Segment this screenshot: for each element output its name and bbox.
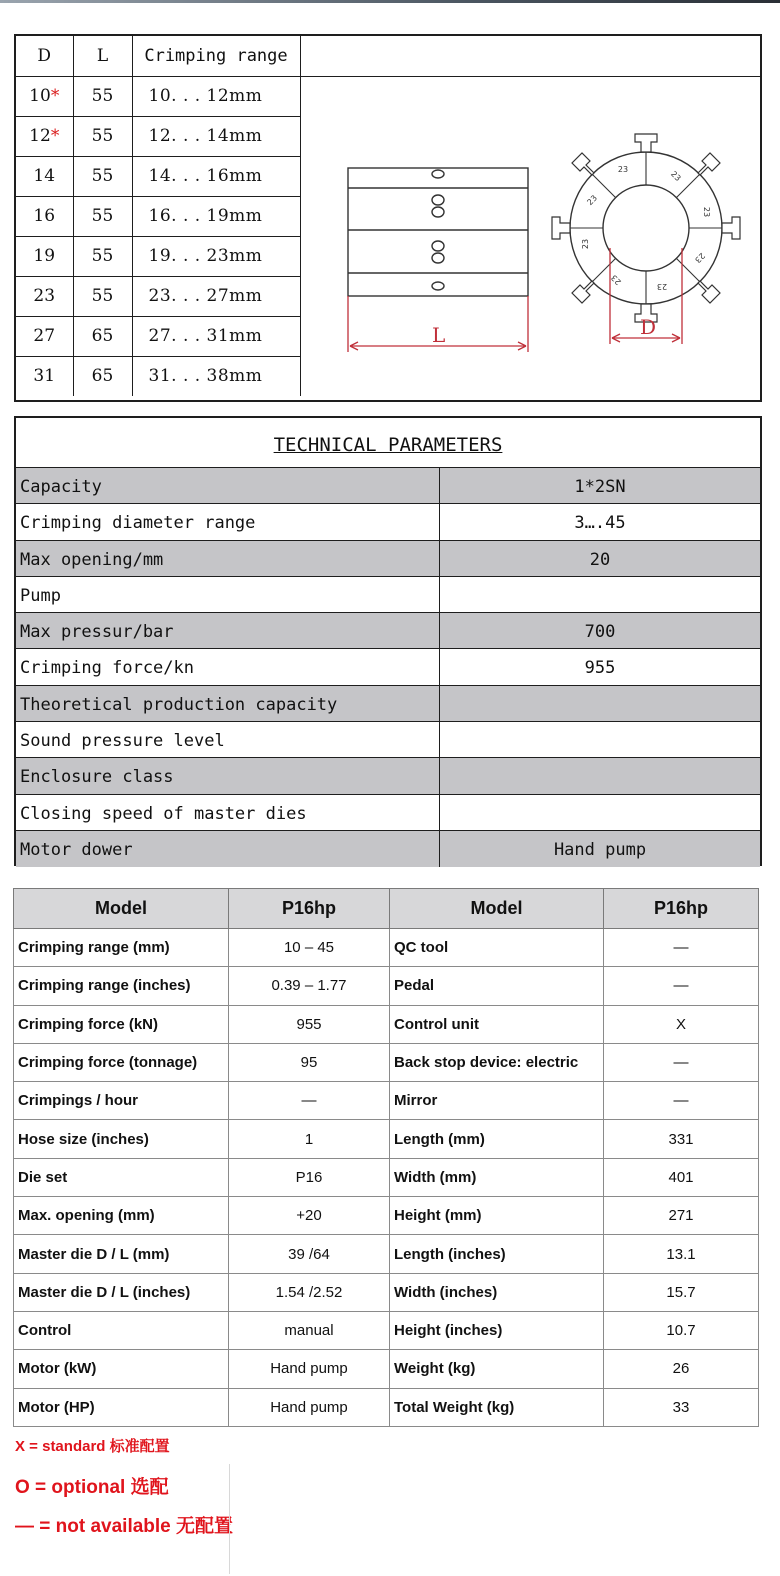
- spec-row: [14, 929, 759, 967]
- spec-label: Mirror: [390, 1082, 604, 1120]
- d-value: 31: [33, 366, 56, 387]
- spec-label: Crimping force (tonnage): [14, 1043, 229, 1081]
- spec-label: Back stop device: electric: [390, 1043, 604, 1081]
- cell-d: [16, 236, 73, 276]
- die-table-row: [16, 276, 300, 316]
- spec-value: 26: [604, 1350, 759, 1388]
- spec-value: 10.7: [604, 1311, 759, 1349]
- header-divider: [300, 76, 760, 77]
- die-table-row: [16, 356, 300, 396]
- parameter-value: [440, 795, 760, 830]
- die-table-row: [16, 116, 300, 156]
- parameter-value: [440, 722, 760, 757]
- spec-value: 1.54 /2.52: [229, 1273, 390, 1311]
- d-star: *: [50, 126, 60, 146]
- spec-label: Weight (kg): [390, 1350, 604, 1388]
- spec-value: 13.1: [604, 1235, 759, 1273]
- parameter-value: [440, 577, 760, 612]
- parameter-label: Enclosure class: [16, 758, 440, 793]
- segment-label: 23: [609, 272, 624, 287]
- spec-label: Width (inches): [390, 1273, 604, 1311]
- spec-value: P16: [229, 1158, 390, 1196]
- parameter-value: 955: [584, 658, 616, 679]
- parameter-row: [16, 577, 760, 613]
- spec-value: 33: [604, 1388, 759, 1426]
- spec-label: Motor (HP): [14, 1388, 229, 1426]
- spec-value: —: [604, 929, 759, 967]
- spec-value: —: [229, 1082, 390, 1120]
- cell-crimping-range: 31. . . 38mm: [132, 356, 300, 396]
- spec-label: Pedal: [390, 967, 604, 1005]
- cell-l: 55: [73, 116, 132, 156]
- spec-label: Width (mm): [390, 1158, 604, 1196]
- spec-label: QC tool: [390, 929, 604, 967]
- spec-value: 0.39 – 1.77: [229, 967, 390, 1005]
- cell-d: [16, 276, 73, 316]
- spec-row: [14, 1005, 759, 1043]
- parameter-row: [16, 468, 760, 504]
- spec-value: 1: [229, 1120, 390, 1158]
- header-d: D: [16, 36, 73, 76]
- spec-value: Hand pump: [229, 1350, 390, 1388]
- parameter-label: Motor dower: [16, 831, 440, 867]
- label-d: D: [640, 315, 657, 339]
- label-l: L: [432, 323, 446, 347]
- spec-label: Master die D / L (mm): [14, 1235, 229, 1273]
- spec-label: Crimping range (mm): [14, 929, 229, 967]
- parameter-value: Hand pump: [553, 839, 647, 860]
- parameter-label: Crimping force/kn: [16, 649, 440, 684]
- die-size-table: [14, 34, 762, 402]
- d-star: *: [50, 86, 60, 106]
- spec-value: 955: [229, 1005, 390, 1043]
- spec-value: —: [604, 967, 759, 1005]
- cell-l: 55: [73, 76, 132, 116]
- segment-label: 23: [692, 250, 707, 265]
- cell-crimping-range: 10. . . 12mm: [132, 76, 300, 116]
- top-border: [0, 0, 780, 3]
- spec-label: Max. opening (mm): [14, 1197, 229, 1235]
- header-crimping-range: Crimping range: [132, 36, 300, 76]
- spec-value: 95: [229, 1043, 390, 1081]
- d-value: 16: [33, 206, 56, 226]
- spec-value: 331: [604, 1120, 759, 1158]
- spec-label: Control: [14, 1311, 229, 1349]
- parameter-row: [16, 795, 760, 831]
- spec-row: [14, 1043, 759, 1081]
- technical-parameters-title: [16, 418, 760, 468]
- parameter-label: Max pressur/bar: [16, 613, 440, 648]
- cell-l: 55: [73, 196, 132, 236]
- spec-value: manual: [229, 1311, 390, 1349]
- parameter-label: Closing speed of master dies: [16, 795, 440, 830]
- d-value: 12: [29, 126, 51, 146]
- spec-label: Height (mm): [390, 1197, 604, 1235]
- segment-label: 23: [668, 169, 683, 184]
- die-table-header: [16, 36, 300, 76]
- spec-label: Die set: [14, 1158, 229, 1196]
- legend-divider: [229, 1464, 231, 1574]
- parameter-value: 20: [589, 549, 611, 570]
- legend-optional: O = optional 选配: [15, 1477, 169, 1498]
- cell-l: 55: [73, 236, 132, 276]
- spec-label: Master die D / L (inches): [14, 1273, 229, 1311]
- technical-parameters-table: [14, 416, 762, 866]
- header-l: L: [73, 36, 132, 76]
- spec-row: [14, 1273, 759, 1311]
- spec-row: [14, 1311, 759, 1349]
- parameter-label: Sound pressure level: [16, 722, 440, 757]
- cell-l: 65: [73, 316, 132, 356]
- spec-label: Control unit: [390, 1005, 604, 1043]
- parameter-value: 1*2SN: [574, 477, 626, 497]
- parameter-row: [16, 686, 760, 722]
- parameter-label: Capacity: [16, 468, 440, 503]
- parameter-value: 700: [584, 622, 616, 643]
- spec-row: [14, 1082, 759, 1120]
- cell-d: [16, 356, 73, 396]
- spec-value: +20: [229, 1197, 390, 1235]
- legend-not-available: — = not available 无配置: [15, 1516, 234, 1537]
- spec-label: Crimpings / hour: [14, 1082, 229, 1120]
- cell-crimping-range: 19. . . 23mm: [132, 236, 300, 276]
- parameter-row: [16, 831, 760, 867]
- parameter-label: Crimping diameter range: [16, 504, 440, 539]
- segment-label: 23: [617, 165, 629, 174]
- cell-d: [16, 116, 73, 156]
- cell-crimping-range: 12. . . 14mm: [132, 116, 300, 156]
- spec-row: [14, 967, 759, 1005]
- spec-label: Crimping force (kN): [14, 1005, 229, 1043]
- d-value: 23: [33, 286, 56, 306]
- parameter-label: Theoretical production capacity: [16, 686, 440, 721]
- spec-value: 15.7: [604, 1273, 759, 1311]
- d-value: 27: [33, 326, 56, 346]
- parameter-row: [16, 613, 760, 649]
- parameter-row: [16, 722, 760, 758]
- spec-row: [14, 1197, 759, 1235]
- spec-value: 271: [604, 1197, 759, 1235]
- segment-label: 23: [581, 238, 590, 250]
- legend-standard: X = standard 标准配置: [15, 1438, 170, 1455]
- spec-label: Height (inches): [390, 1311, 604, 1349]
- spec-label: Length (mm): [390, 1120, 604, 1158]
- d-value: 10: [29, 86, 51, 106]
- die-front-view: [552, 134, 740, 344]
- die-table-row: [16, 316, 300, 356]
- header-p16hp: P16hp: [229, 889, 390, 929]
- parameter-row: [16, 649, 760, 685]
- segment-label: 23: [702, 206, 711, 218]
- spec-row: [14, 1235, 759, 1273]
- spec-header-row: [14, 889, 759, 929]
- parameter-label: Pump: [16, 577, 440, 612]
- spec-label: Hose size (inches): [14, 1120, 229, 1158]
- segment-label: 23: [585, 193, 600, 208]
- header-model: Model: [14, 889, 229, 929]
- title-text: TECHNICAL PARAMETERS: [273, 434, 503, 456]
- parameter-value: 3….45: [574, 513, 626, 534]
- spec-value: 401: [604, 1158, 759, 1196]
- parameter-label: Max opening/mm: [16, 541, 440, 576]
- cell-crimping-range: 14. . . 16mm: [132, 156, 300, 196]
- spec-row: [14, 1388, 759, 1426]
- cell-l: 65: [73, 356, 132, 396]
- cell-crimping-range: 27. . . 31mm: [132, 316, 300, 356]
- parameter-value: [440, 686, 760, 721]
- spec-value: Hand pump: [229, 1388, 390, 1426]
- die-table-row: [16, 76, 300, 116]
- cell-l: 55: [73, 276, 132, 316]
- spec-row: [14, 1350, 759, 1388]
- cell-d: [16, 316, 73, 356]
- die-table-row: [16, 236, 300, 276]
- die-drawing: [314, 116, 744, 376]
- die-table-row: [16, 156, 300, 196]
- header-model: Model: [390, 889, 604, 929]
- spec-label: Total Weight (kg): [390, 1388, 604, 1426]
- spec-value: —: [604, 1082, 759, 1120]
- spec-value: —: [604, 1043, 759, 1081]
- model-spec-table: [13, 888, 759, 1427]
- d-value: 19: [33, 246, 56, 266]
- die-size-grid: [16, 36, 301, 396]
- spec-value: X: [604, 1005, 759, 1043]
- die-side-view: [348, 168, 528, 296]
- cell-d: [16, 196, 73, 236]
- spec-label: Crimping range (inches): [14, 967, 229, 1005]
- d-value: 14: [33, 166, 56, 186]
- cell-crimping-range: 16. . . 19mm: [132, 196, 300, 236]
- cell-l: 55: [73, 156, 132, 196]
- die-table-row: [16, 196, 300, 236]
- parameter-value: [440, 758, 760, 793]
- spec-row: [14, 1158, 759, 1196]
- parameter-row: [16, 541, 760, 577]
- header-p16hp: P16hp: [604, 889, 759, 929]
- spec-value: 39 /64: [229, 1235, 390, 1273]
- spec-row: [14, 1120, 759, 1158]
- spec-label: Length (inches): [390, 1235, 604, 1273]
- parameter-row: [16, 504, 760, 540]
- cell-d: [16, 156, 73, 196]
- cell-d: [16, 76, 73, 116]
- technical-parameters-rows: [16, 468, 760, 867]
- spec-value: 10 – 45: [229, 929, 390, 967]
- spec-label: Motor (kW): [14, 1350, 229, 1388]
- segment-label: 23: [656, 282, 668, 291]
- parameter-row: [16, 758, 760, 794]
- cell-crimping-range: 23. . . 27mm: [132, 276, 300, 316]
